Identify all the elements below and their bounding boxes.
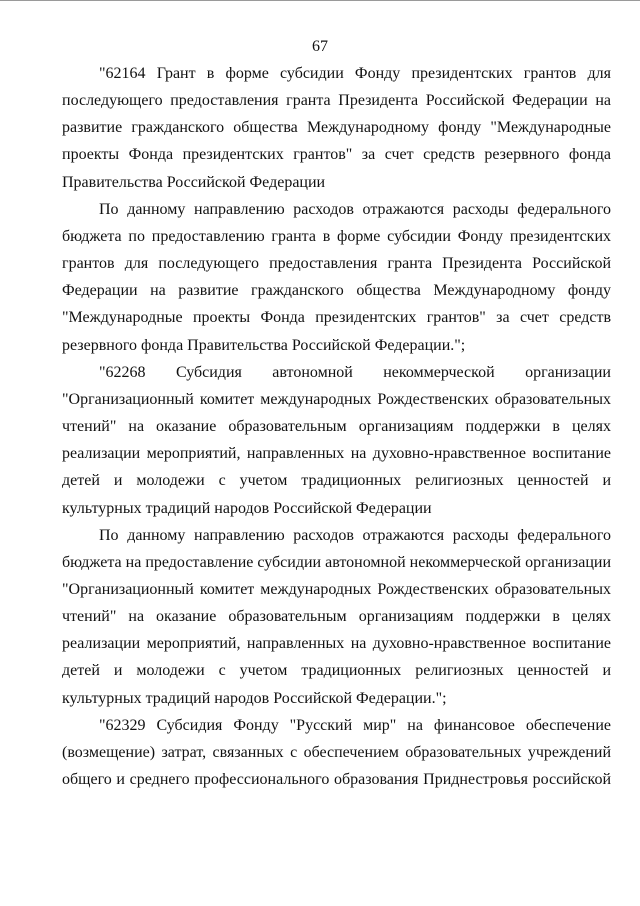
paragraph-62164-description: По данному направлению расходов отражаются расходы федерального бюджета по предоставлению гранта в форме субсидии Фонду президентских грантов для последующего предоставления гранта Президента Российской Федерации на развитие гражданского общества Международному фонду "Международные проекты Фонда президентских грантов" за счет средств резервного фонда Правительства Российской Федерации.";: [62, 200, 611, 354]
paragraph-62329-heading: "62329 Субсидия Фонду "Русский мир" на финансовое обеспечение (возмещение) затрат, связанных с обеспечением образовательных учреждений общего и среднего профессионального образования Приднестровья российской: [62, 716, 611, 789]
paragraph-62268-description: По данному направлению расходов отражаются расходы федерального бюджета на предоставление субсидии автономной некоммерческой организации "Организационный комитет международных Рождественских образовательных чтений" на оказание образовательным организациям поддержки в целях реализации мероприятий, направленных на духовно-нравственное воспитание детей и молодежи с учетом традиционных религиозных ценностей и культурных традиций народов Российской Федерации.";: [62, 526, 611, 707]
document-body: [62, 60, 611, 793]
paragraph-62268-heading: "62268 Субсидия автономной некоммерческой организации "Организационный комитет международных Рождественских образовательных чтений" на оказание образовательным организациям поддержки в целях реализации мероприятий, направленных на духовно-нравственное воспитание детей и молодежи с учетом традиционных религиозных ценностей и культурных традиций народов Российской Федерации: [62, 363, 611, 517]
top-border-line: [0, 0, 640, 1]
paragraph-62164-heading: "62164 Грант в форме субсидии Фонду президентских грантов для последующего предоставления гранта Президента Российской Федерации на развитие гражданского общества Международному фонду "Международные проекты Фонда президентских грантов" за счет средств резервного фонда Правительства Российской Федерации: [62, 65, 611, 191]
page-number: 67: [312, 38, 328, 55]
